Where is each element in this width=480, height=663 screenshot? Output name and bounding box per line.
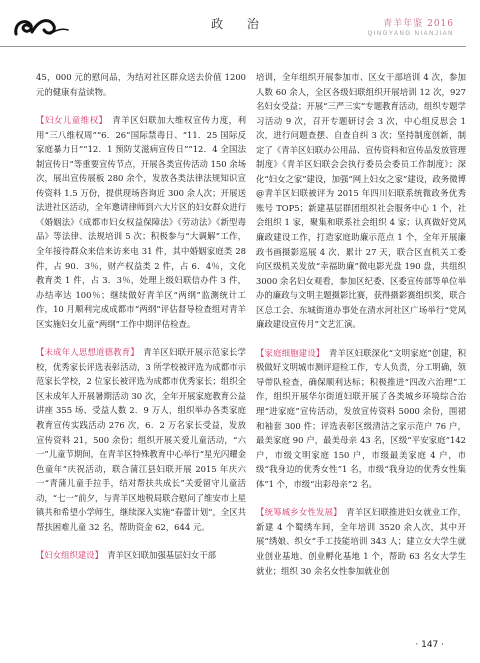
paragraph: 培训，全年组织开展参加市、区女干部培训 4 次，参加人数 60 余人，全区各级妇联组织开展培训 12 次，927 名妇女受益；开展“三严三实”专题教育活动，组织专题学习活动 9 次，召开专题研讨会 3 次，中心组反思会 1 次，进行问题查摆、自查自纠 3 次；坚持制度创新，制定了《青羊区妇联办公用品、宣传资料和宣传品发放管理制度》《青羊区妇联会会执行委员会委员工作制度》；深化“妇女之家”建设，加强“网上妇女之家”建设，政务微博@青羊区妇联被评为 2015 年四川妇联系统微政务优秀账号 TOP5；新建基层群团组织社会服务中心 1 个，社会组织 1 家，聚集和联系社会组织 4 家；认真做好党风廉政建设工作，打造家庭助廉示范点 1 个，全年开展廉政书画摄影巡展 4 次、累计 27 天，联合区直机关工委向区级机关发放“幸福助廉”微电影光盘 190 盘，共组织 3000 余名妇女观看，参加区纪委、区委宣传部等单位举办的廉政与文明主题摄影比赛，获得摄影赛组织奖，联合区总工会、东城街道办事处在清水河社区广场举行“党风廉政建设宣传月”文艺汇演。 (256, 72, 466, 330)
section-title: 政 治 (211, 17, 269, 31)
paragraph: 45，000 元的慰问品，为结对社区群众送去价值 1200 元的健康有益读物。 (36, 72, 246, 97)
section-tag: 【妇女儿童维权】 (36, 115, 104, 126)
yearbook-pinyin: QINGYANG NIANJIAN (367, 31, 454, 37)
paragraph-text: 青羊区妇联加大维权宣传力度，利用“三八维权周”“6．26”国际禁毒日、“11．25 国际反家庭暴力日”“12．1 预防艾滋病宣传日”“12．4 全国法制宣传日”等重要宣传节点，开展各类宣传活动 150 余场次，展出宣传展板 280 余个，发放各类法律法规知识宣传资料 1.5 万份，提供现场咨询近 300 余人次；开展送法进社区活动，全年邀请律师到六大片区的妇女群众进行《婚姻法》《成都市妇女权益保障法》《劳动法》《新型毒品》等法律、法规培训 5 次；积极参与“大调解”工作，全年接待群众来信来访来电 31 件，其中婚姻家庭类 28 件，占 90．3％，财产权益类 2 件，占 6．4％，文化教育类 1 件，占 3．3％，处理上级妇联信办件 3 件，办结率达 100％；继续做好青羊区“两纲”监测统计工作，10 月顺利完成成都市“两纲”评估督导检查组对青羊区实施妇女儿童“两纲”工作中期评估检查。 (36, 115, 247, 329)
paragraph-text: 青羊区妇联推进妇女就业工作，新建 4 个蜀绣车间，全年培训 3520 余人次，其中开展“绣娘、织女”手工技能培训 343 人；建立女大学生就业创业基地、创业孵化基地 1 个，帮助 63 名女大学生就业；组织 30 余名女性参加就业创 (256, 507, 466, 576)
page-header (0, 0, 480, 62)
paragraph (36, 548, 246, 563)
paragraph (36, 113, 246, 331)
paragraph (256, 346, 466, 491)
right-column (256, 70, 466, 578)
paragraph (256, 505, 466, 578)
paragraph-text: 青羊区妇联加强基层妇女干部 (107, 550, 217, 561)
yearbook-name: 青羊年鉴 2016 (383, 19, 454, 29)
section-tag: 【妇女组织建设】 (36, 550, 99, 561)
section-tag: 【家庭细胞建设】 (256, 347, 321, 358)
left-column (36, 70, 246, 563)
yearbook-label (368, 16, 454, 37)
paragraph (36, 345, 246, 534)
paragraph-text: 青羊区妇联深化“文明家庭”创建，积极做好文明城市测评迎检工作，专人负责，分工明确，领导带队检查，确保顺利达标；积极推进“四改六治理”工作，组织开展华尔街道妇联开展了各类城乡环境综合治理“进家庭”宣传活动，发放宣传资料 5000 余份，围裙和袖套 300 件；评选表彰区级清洁之家示范户 76 户，最美家庭 90 户，最美母亲 43 名，区级“平安家庭”142 户，市级文明家庭 150 户，市级最美家庭 4 户，市级“我身边的优秀女性”1 名，市级“我身边的优秀女性集体”1 个，市级“出彩母亲”2 名。 (256, 347, 467, 489)
section-tag: 【未成年人思想道德教育】 (36, 347, 135, 358)
section-tag: 【统筹城乡女性发展】 (256, 507, 338, 518)
paragraph-text: 青羊区妇联开展示范家长学校，优秀家长评选表彰活动，3 所学校被评选为成都市示范家长学校，2 位家长被评选为成都市优秀家长；组织全区未成年人开展暑期活动 30 次，全年开展家庭教育公益讲座 355 场、受益人数 2．9 万人，组织举办各类家庭教育宣传实践活动 276 次，6．2 万名家长受益，发放宣传资料 21，500 余份；组织开展关爱儿童活动，“六一”儿童节期间，在青羊区特殊教育中心举行“星光闪耀金色童年”庆祝活动，联合蒲江县妇联开展 2015 年庆六一“青蒲儿童手拉手，结对帮扶共成长”关爱留守儿童活动，“七一”前夕，与青羊区地税局联合慰问了维安市上星镇共和希望小学师生，继续深入实施“春蕾计划”，全区共帮扶困难儿童 32 名，帮助资金 62，644 元。 (36, 347, 247, 532)
page-number: · 147 · (415, 640, 444, 650)
header-rule (0, 46, 466, 47)
